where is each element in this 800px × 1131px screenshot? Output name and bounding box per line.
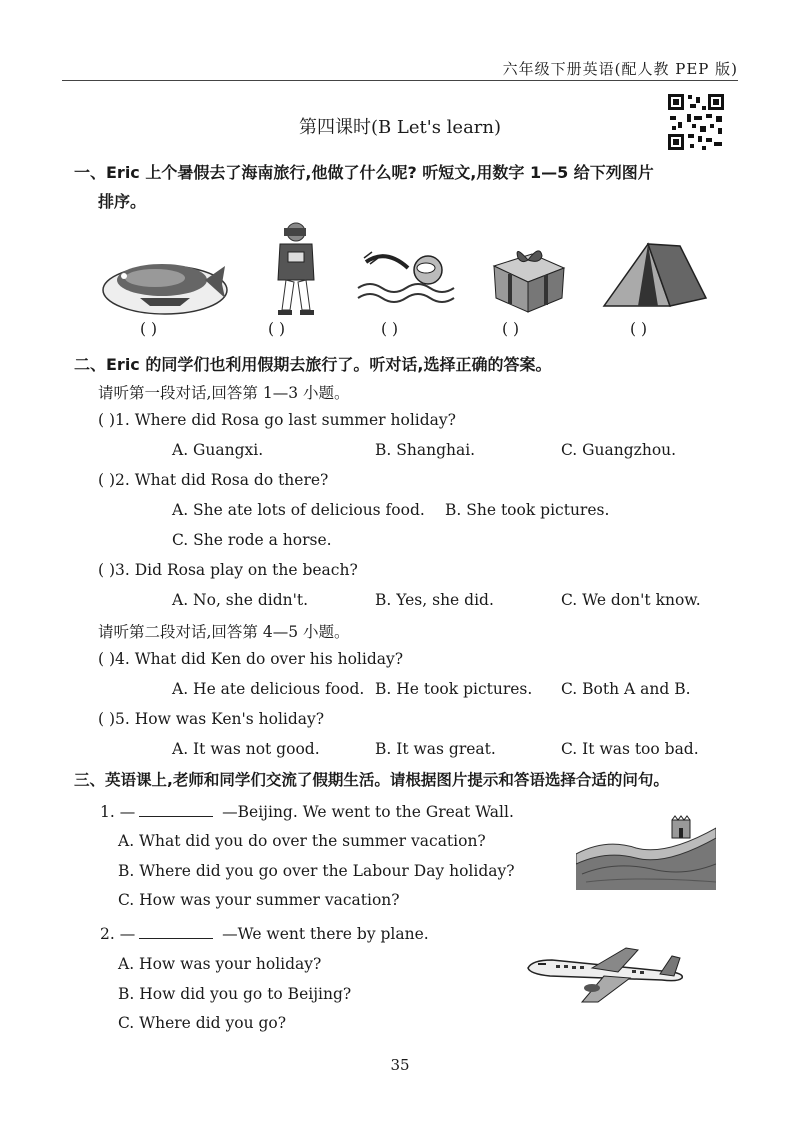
part2-instruction: 二、Eric 的同学们也利用假期去旅行了。听对话,选择正确的答案。 [74,355,552,374]
answer-blank-5[interactable]: ( ) [630,320,648,338]
swimmer-icon [356,238,456,308]
p3-q2-line [100,924,429,943]
answer-blank-3[interactable]: ( ) [381,320,399,338]
part1-instruction: 一、Eric 上个暑假去了海南旅行,他做了什么呢? 听短文,用数字 1—5 给下列图片 [74,163,654,182]
q1-option-b[interactable]: B. Shanghai. [375,441,476,459]
q5-option-b[interactable]: B. It was great. [375,740,496,758]
p3-q2-option-b[interactable]: B. How did you go to Beijing? [118,985,352,1003]
p3-q2-prefix: 2. — [100,925,136,943]
q3-option-c[interactable]: C. We don't know. [561,591,701,609]
q1-stem: ( )1. Where did Rosa go last summer holiday? [98,411,456,429]
q5-option-c[interactable]: C. It was too bad. [561,740,699,758]
p3-q1-blank[interactable] [139,802,213,817]
fish-dish-icon [100,240,230,320]
part3-instruction: 三、英语课上,老师和同学们交流了假期生活。请根据图片提示和答语选择合适的问句。 [74,771,669,789]
p3-q1-line [100,802,514,821]
part2-sub1: 请听第一段对话,回答第 1—3 小题。 [98,384,350,402]
book-label: 六年级下册英语(配人教 PEP 版) [502,60,738,78]
part1-instruction-cont: 排序。 [98,192,147,211]
airplane-icon [522,946,688,1004]
p3-q2-option-c[interactable]: C. Where did you go? [118,1014,287,1032]
tent-icon [600,240,710,310]
q3-option-b[interactable]: B. Yes, she did. [375,591,494,609]
q4-option-b[interactable]: B. He took pictures. [375,680,533,698]
lesson-title: 第四课时(B Let's learn) [298,117,502,138]
q2-option-b[interactable]: B. She took pictures. [445,501,610,519]
p3-q1-prefix: 1. — [100,803,136,821]
gift-box-icon [488,240,568,314]
p3-q1-option-a[interactable]: A. What did you do over the summer vacation? [118,832,486,850]
p3-q2-blank[interactable] [139,924,213,939]
q3-option-a[interactable]: A. No, she didn't. [172,591,309,609]
q4-option-c[interactable]: C. Both A and B. [561,680,691,698]
q2-stem: ( )2. What did Rosa do there? [98,471,329,489]
part2-sub2: 请听第二段对话,回答第 4—5 小题。 [98,623,350,641]
q4-option-a[interactable]: A. He ate delicious food. [172,680,365,698]
q2-option-a[interactable]: A. She ate lots of delicious food. [172,501,425,519]
q1-option-a[interactable]: A. Guangxi. [172,441,264,459]
p3-q2-option-a[interactable]: A. How was your holiday? [118,955,322,973]
q3-stem: ( )3. Did Rosa play on the beach? [98,561,358,579]
q5-option-a[interactable]: A. It was not good. [172,740,320,758]
header-divider [62,80,738,81]
q1-option-c[interactable]: C. Guangzhou. [561,441,677,459]
q5-stem: ( )5. How was Ken's holiday? [98,710,325,728]
great-wall-icon [576,808,716,890]
p3-q1-answer: —Beijing. We went to the Great Wall. [222,803,514,821]
q4-stem: ( )4. What did Ken do over his holiday? [98,650,404,668]
answer-blank-4[interactable]: ( ) [502,320,520,338]
p3-q1-option-c[interactable]: C. How was your summer vacation? [118,891,400,909]
answer-blank-2[interactable]: ( ) [268,320,286,338]
p3-q1-option-b[interactable]: B. Where did you go over the Labour Day holiday? [118,862,515,880]
q2-option-c[interactable]: C. She rode a horse. [172,531,332,549]
p3-q2-answer: —We went there by plane. [222,925,429,943]
page-number: 35 [390,1056,410,1074]
answer-blank-1[interactable]: ( ) [140,320,158,338]
boy-taking-photo-icon [266,218,326,318]
